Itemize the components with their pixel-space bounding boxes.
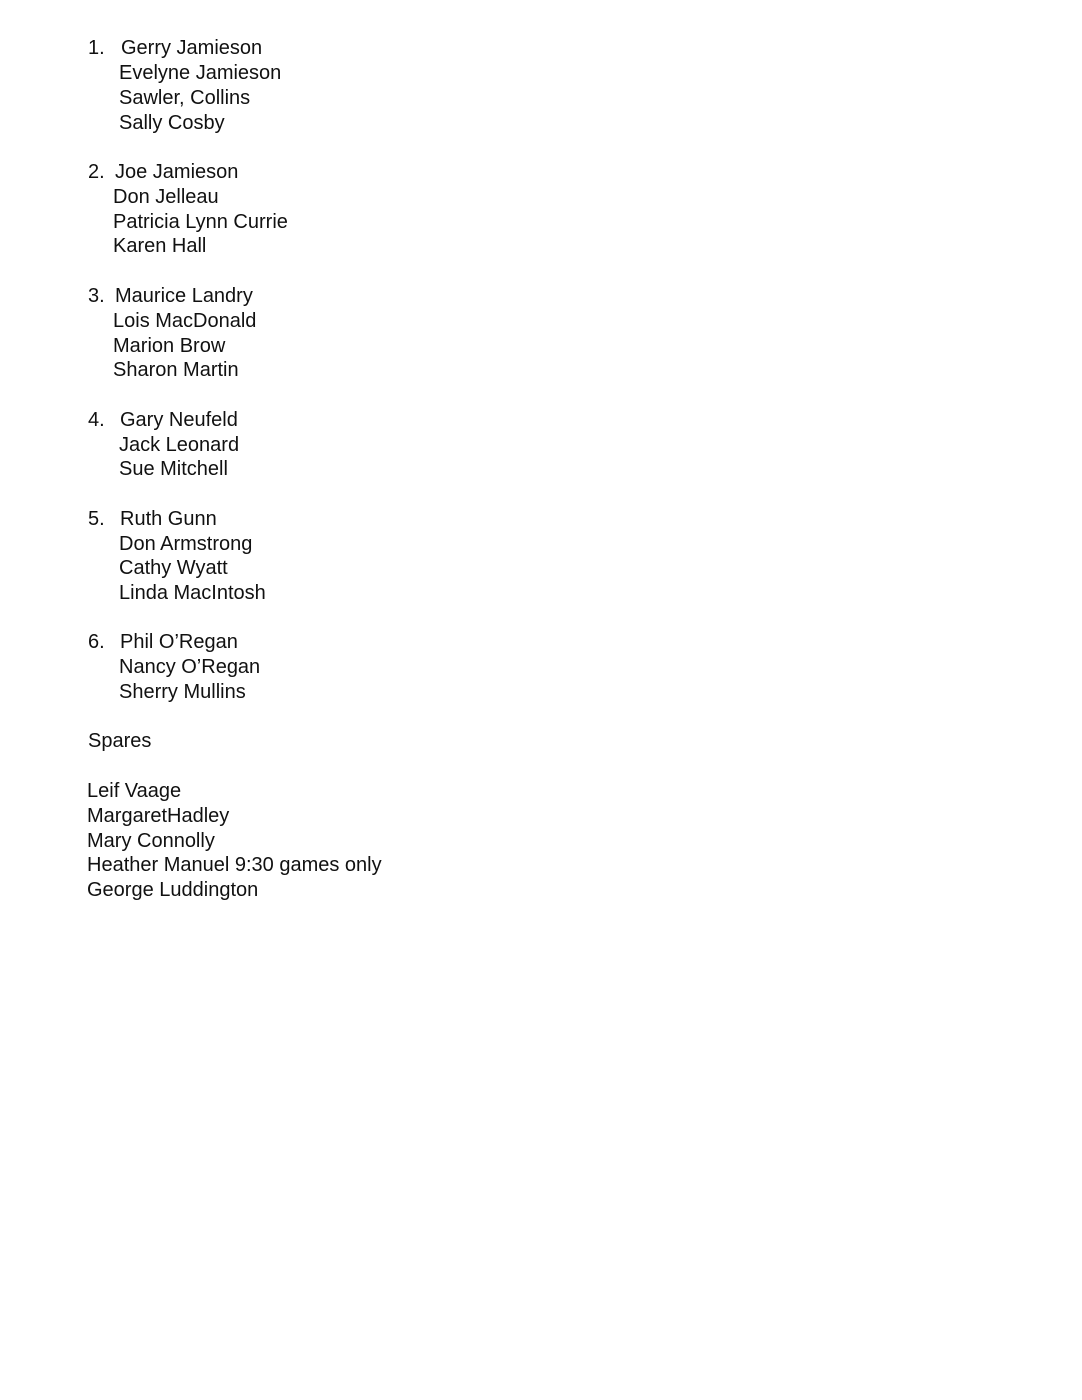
team-number: 1. xyxy=(88,37,105,59)
spare-member: Mary Connolly xyxy=(87,830,215,852)
spare-member: MargaretHadley xyxy=(87,805,230,827)
team-member: Ruth Gunn xyxy=(120,508,217,530)
spares-heading: Spares xyxy=(88,730,152,752)
team-member: Linda MacIntosh xyxy=(119,582,266,604)
team-member: Gerry Jamieson xyxy=(121,37,263,59)
team-number: 6. xyxy=(88,631,105,653)
team-member: Gary Neufeld xyxy=(120,409,238,431)
team-member: Maurice Landry xyxy=(115,285,253,307)
team-member: Lois MacDonald xyxy=(113,310,257,332)
team-member: Nancy O’Regan xyxy=(119,656,261,678)
team-number: 4. xyxy=(88,409,105,431)
spare-member: Leif Vaage xyxy=(87,780,182,802)
team-number: 5. xyxy=(88,508,105,530)
team-number: 2. xyxy=(88,161,105,183)
team-member: Marion Brow xyxy=(113,335,226,357)
team-member: Sherry Mullins xyxy=(119,681,246,703)
team-member: Sue Mitchell xyxy=(119,458,228,480)
team-member: Karen Hall xyxy=(113,235,207,257)
spare-member: George Luddington xyxy=(87,879,259,901)
team-member: Sharon Martin xyxy=(113,359,239,381)
team-member: Sawler, Collins xyxy=(119,87,251,109)
spare-member: Heather Manuel 9:30 games only xyxy=(87,854,382,876)
team-member: Evelyne Jamieson xyxy=(119,62,282,84)
team-member: Sally Cosby xyxy=(119,112,225,134)
team-member: Don Jelleau xyxy=(113,186,219,208)
team-member: Patricia Lynn Currie xyxy=(113,211,288,233)
team-number: 3. xyxy=(88,285,105,307)
team-member: Don Armstrong xyxy=(119,533,253,555)
team-member: Cathy Wyatt xyxy=(119,557,228,579)
team-member: Jack Leonard xyxy=(119,434,240,456)
team-member: Phil O’Regan xyxy=(120,631,238,653)
team-member: Joe Jamieson xyxy=(115,161,239,183)
